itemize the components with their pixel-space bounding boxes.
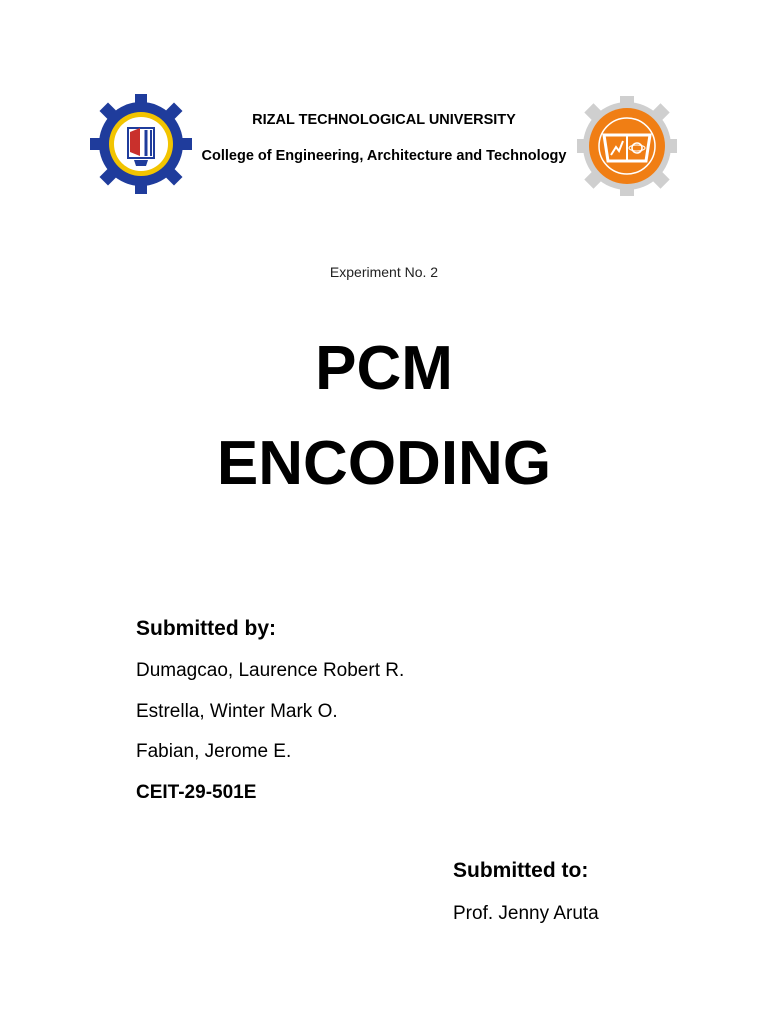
university-name: RIZAL TECHNOLOGICAL UNIVERSITY	[252, 112, 516, 128]
title-line-2: ENCODING	[216, 429, 552, 498]
section-code: CEIT-29-501E	[136, 782, 257, 803]
member-name: Estrella, Winter Mark O.	[136, 701, 338, 722]
rtu-seal-icon	[90, 92, 192, 196]
college-name: College of Engineering, Architecture and Technology	[201, 148, 567, 164]
title-line-1: PCM	[315, 334, 453, 403]
college-of-engineering-gear-icon	[576, 95, 678, 197]
professor-name: Prof. Jenny Aruta	[453, 903, 599, 924]
member-name: Fabian, Jerome E.	[136, 741, 292, 762]
experiment-number: Experiment No. 2	[329, 264, 439, 280]
member-name: Dumagcao, Laurence Robert R.	[136, 660, 405, 681]
submitted-to-heading: Submitted to:	[453, 859, 589, 882]
submitted-by-heading: Submitted by:	[136, 617, 276, 640]
